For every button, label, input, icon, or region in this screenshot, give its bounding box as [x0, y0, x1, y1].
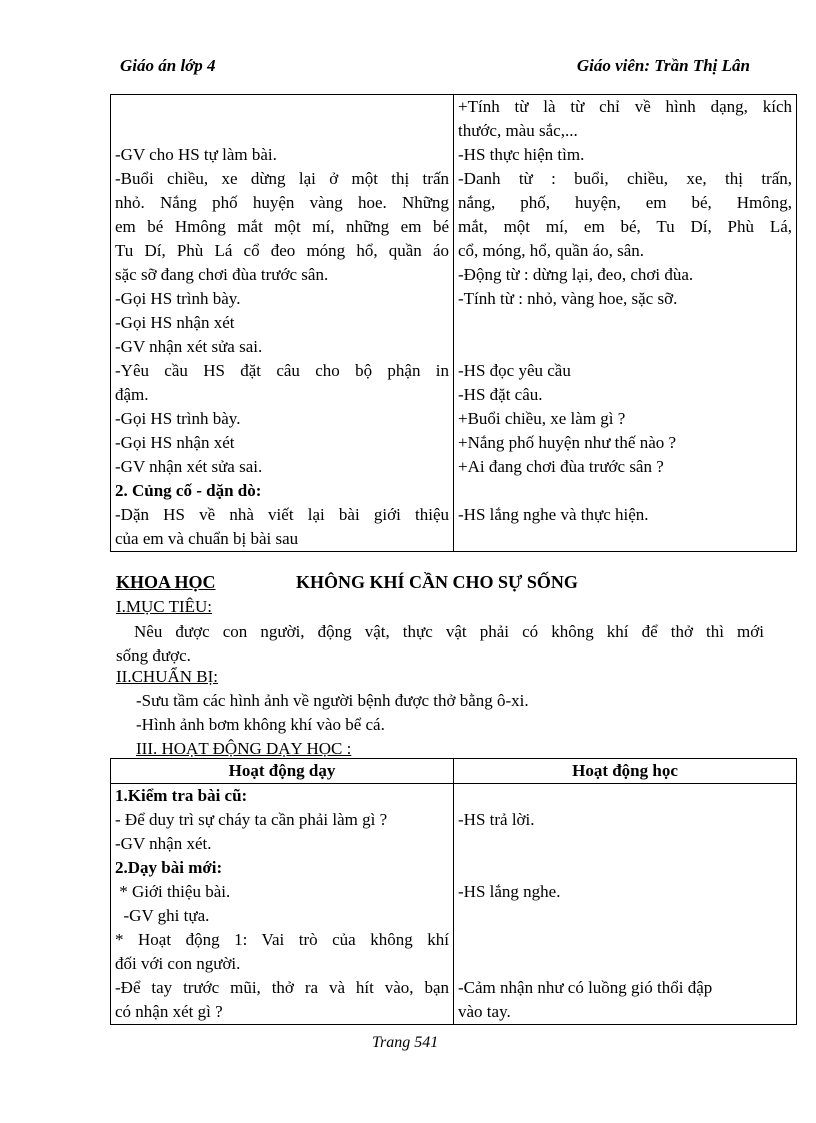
- table2-right-line: [458, 832, 792, 856]
- subject-label: KHOA HỌC: [116, 572, 216, 592]
- table1-left-line: -Buổi chiều, xe dừng lại ở một thị trấn: [115, 169, 449, 188]
- lesson-title: KHÔNG KHÍ CẦN CHO SỰ SỐNG: [296, 572, 578, 592]
- table1-left-column: [111, 95, 454, 552]
- table1-right-line: mắt, một mí, em bé, Tu Dí, Phù Lá,: [458, 217, 792, 236]
- table1-left-line: nhỏ. Nắng phố huyện vàng hoe. Những: [115, 193, 449, 212]
- table1-right-line: -HS đọc yêu cầu: [458, 361, 571, 380]
- table2-left-line: đối với con người.: [115, 954, 241, 973]
- preparation-heading: II.CHUẨN BỊ:: [116, 667, 218, 686]
- table1-right-line: [458, 479, 792, 503]
- table1-right-column: [454, 95, 797, 552]
- preparation-item: -Sưu tầm các hình ảnh về người bệnh được thở bằng ô-xi.: [136, 691, 529, 710]
- table2-right-line: [458, 784, 792, 808]
- student-activity-header: Hoạt động học: [454, 759, 797, 784]
- table2-right-line: [458, 952, 792, 976]
- section-heading-review: 1.Kiểm tra bài cũ:: [115, 786, 248, 805]
- table1-right-line: -HS thực hiện tìm.: [458, 145, 585, 164]
- table1-right-line: +Ai đang chơi đùa trước sân ?: [458, 457, 664, 476]
- table1-left-line: Tu Dí, Phù Lá cổ đeo móng hổ, quần áo: [115, 241, 449, 260]
- table2-left-line: * Giới thiệu bài.: [115, 882, 231, 901]
- table1-left-line: -Gọi HS trình bày.: [115, 409, 241, 428]
- table1-right-line: +Tính từ là từ chỉ về hình dạng, kích: [458, 97, 792, 116]
- teacher-activity-header: Hoạt động dạy: [111, 759, 454, 784]
- table2-right-line: [458, 904, 792, 928]
- table1-right-line: cổ, móng, hổ, quần áo, sân.: [458, 241, 645, 260]
- table2-right-line: [458, 928, 792, 952]
- table1-right-line: thước, màu sắc,...: [458, 121, 578, 140]
- table1-left-line: của em và chuẩn bị bài sau: [115, 529, 299, 548]
- table1-left-line: -Dặn HS về nhà viết lại bài giới thiệu: [115, 505, 449, 524]
- header-left: Giáo án lớp 4: [120, 56, 216, 75]
- header-right: Giáo viên: Trần Thị Lân: [576, 56, 750, 75]
- table1-right-line: +Buổi chiều, xe làm gì ?: [458, 409, 626, 428]
- table2-right-line: [458, 856, 792, 880]
- table2-right-column: [454, 784, 797, 1025]
- preparation-item: -Hình ảnh bơm không khí vào bể cá.: [136, 715, 385, 734]
- table1-left-line: đậm.: [115, 385, 149, 404]
- activity-table-1: [110, 94, 797, 552]
- table1-left-line: -Gọi HS nhận xét: [115, 313, 235, 332]
- table1-right-line: -Danh từ : buổi, chiều, xe, thị trấn,: [458, 169, 792, 188]
- objectives-text-2: sống được.: [116, 646, 191, 665]
- table1-left-line: -GV nhận xét sửa sai.: [115, 337, 263, 356]
- table2-left-column: [111, 784, 454, 1025]
- table1-right-line: -HS đặt câu.: [458, 385, 543, 404]
- table2-left-line: có nhận xét gì ?: [115, 1002, 223, 1021]
- table2-left-line: -GV nhận xét.: [115, 834, 212, 853]
- table2-left-line: - Để duy trì sự cháy ta cần phải làm gì ?: [115, 810, 388, 829]
- page-number: Trang 541: [372, 1034, 439, 1051]
- lesson-heading: [116, 572, 578, 593]
- table2-right-line: -HS lắng nghe.: [458, 882, 561, 901]
- table1-left-line: -GV cho HS tự làm bài.: [115, 145, 277, 164]
- activities-heading: III. HOẠT ĐỘNG DẠY HỌC :: [136, 739, 352, 758]
- activity-table-2: [110, 758, 797, 1025]
- section-heading-new-lesson: 2.Dạy bài mới:: [115, 858, 223, 877]
- table1-left-line: -Gọi HS trình bày.: [115, 289, 241, 308]
- table2-left-line: -GV ghi tựa.: [115, 906, 210, 925]
- objectives-text-1: Nêu được con người, động vật, thực vật phải có không khí để thở thì mới: [134, 622, 764, 641]
- table2-left-line: * Hoạt động 1: Vai trò của không khí: [115, 930, 449, 949]
- table1-right-line: -Tính từ : nhỏ, vàng hoe, sặc sỡ.: [458, 289, 678, 308]
- table1-right-line: [458, 527, 792, 551]
- table1-left-line: [115, 119, 449, 143]
- table2-right-line: -Cảm nhận như có luồng gió thổi đập: [458, 978, 713, 997]
- table1-left-line: em bé Hmông mắt một mí, những em bé: [115, 217, 449, 236]
- table1-left-line: [115, 95, 449, 119]
- table1-right-line: -Động từ : dừng lại, đeo, chơi đùa.: [458, 265, 694, 284]
- table1-left-line: -Gọi HS nhận xét: [115, 433, 235, 452]
- section-heading-consolidation: 2. Củng cố - dặn dò:: [115, 481, 262, 500]
- table1-right-line: [458, 335, 792, 359]
- table1-right-line: -HS lắng nghe và thực hiện.: [458, 505, 649, 524]
- table2-right-line: -HS trả lời.: [458, 810, 535, 829]
- table2-left-line: -Để tay trước mũi, thở ra và hít vào, bạn: [115, 978, 449, 997]
- table1-right-line: [458, 311, 792, 335]
- table1-right-line: +Nắng phố huyện như thế nào ?: [458, 433, 677, 452]
- table1-left-line: -Yêu cầu HS đặt câu cho bộ phận in: [115, 361, 449, 380]
- table1-right-line: nắng, phố, huyện, em bé, Hmông,: [458, 193, 792, 212]
- table1-left-line: sặc sỡ đang chơi đùa trước sân.: [115, 265, 329, 284]
- table1-left-line: -GV nhận xét sửa sai.: [115, 457, 263, 476]
- table2-right-line: vào tay.: [458, 1002, 511, 1021]
- objectives-heading: I.MỤC TIÊU:: [116, 597, 213, 616]
